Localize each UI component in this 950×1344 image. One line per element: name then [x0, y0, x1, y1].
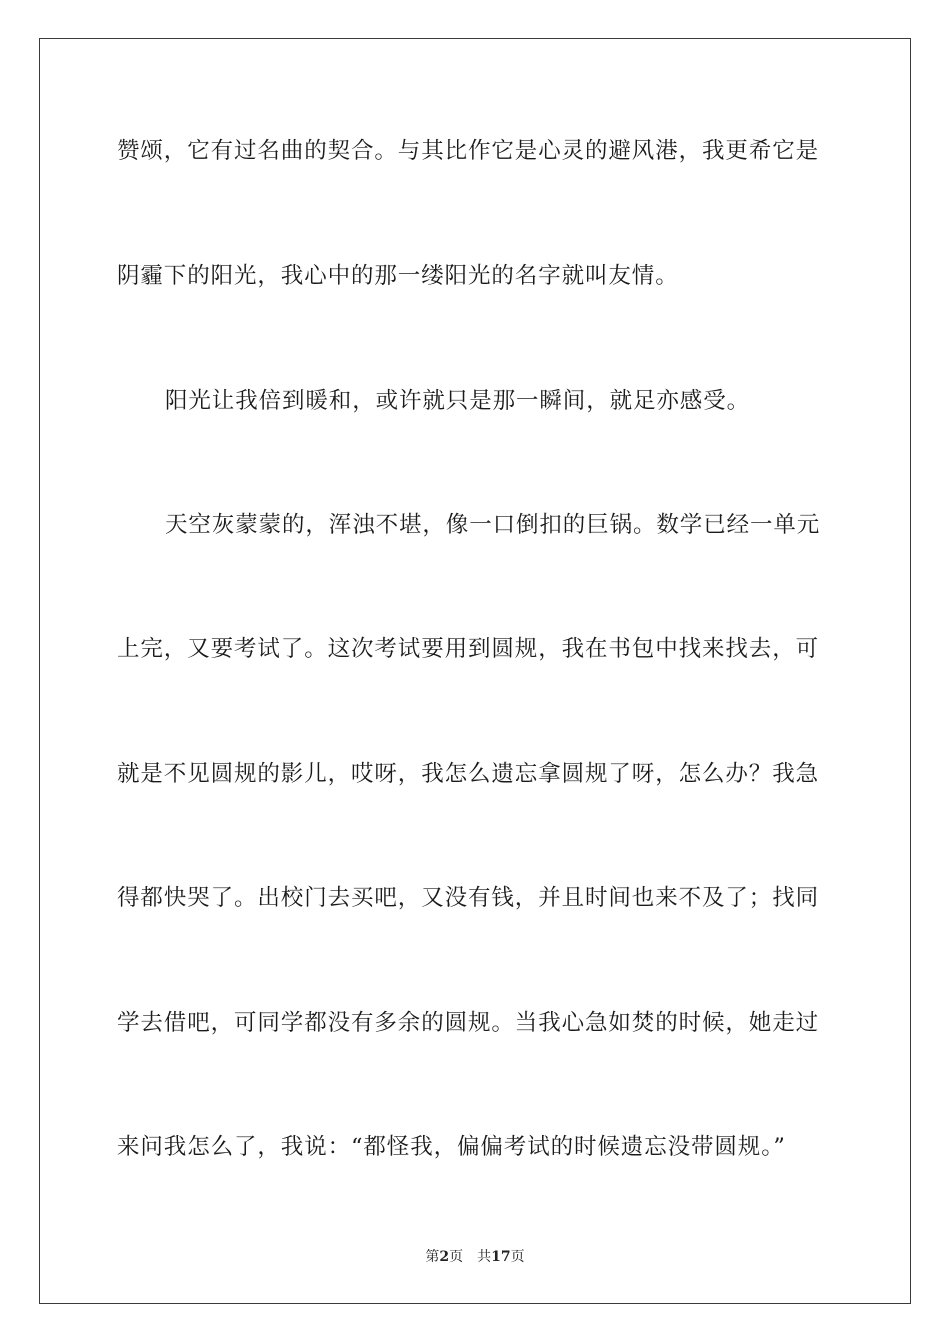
- text-line: 就是不见圆规的影儿，哎呀，我怎么遗忘拿圆规了呀，怎么办？我急: [117, 761, 820, 787]
- total-pages: 17: [491, 1249, 511, 1265]
- page-footer: [0, 1248, 950, 1266]
- total-prefix: 共: [477, 1249, 492, 1265]
- paragraph-line: 天空灰蒙蒙的，浑浊不堪，像一口倒扣的巨锅。数学已经一单元: [165, 512, 821, 538]
- page-prefix: 第: [425, 1249, 440, 1265]
- page-border: [39, 38, 911, 1304]
- page-suffix: 页: [449, 1249, 464, 1265]
- text-line: 上完，又要考试了。这次考试要用到圆规，我在书包中找来找去，可: [117, 636, 820, 662]
- text-line: 阴霾下的阳光，我心中的那一缕阳光的名字就叫友情。: [117, 263, 679, 289]
- paragraph-line: 阳光让我倍到暖和，或许就只是那一瞬间，就足亦感受。: [165, 388, 751, 414]
- page-number: 2: [439, 1249, 450, 1265]
- text-line: 赞颂，它有过名曲的契合。与其比作它是心灵的避风港，我更希它是: [117, 138, 820, 164]
- text-line: 来问我怎么了，我说：“都怪我，偏偏考试的时候遗忘没带圆规。”: [117, 1134, 786, 1160]
- total-suffix: 页: [510, 1249, 525, 1265]
- text-line: 学去借吧，可同学都没有多余的圆规。当我心急如焚的时候，她走过: [117, 1010, 820, 1036]
- text-line: 得都快哭了。出校门去买吧，又没有钱，并且时间也来不及了；找同: [117, 885, 820, 911]
